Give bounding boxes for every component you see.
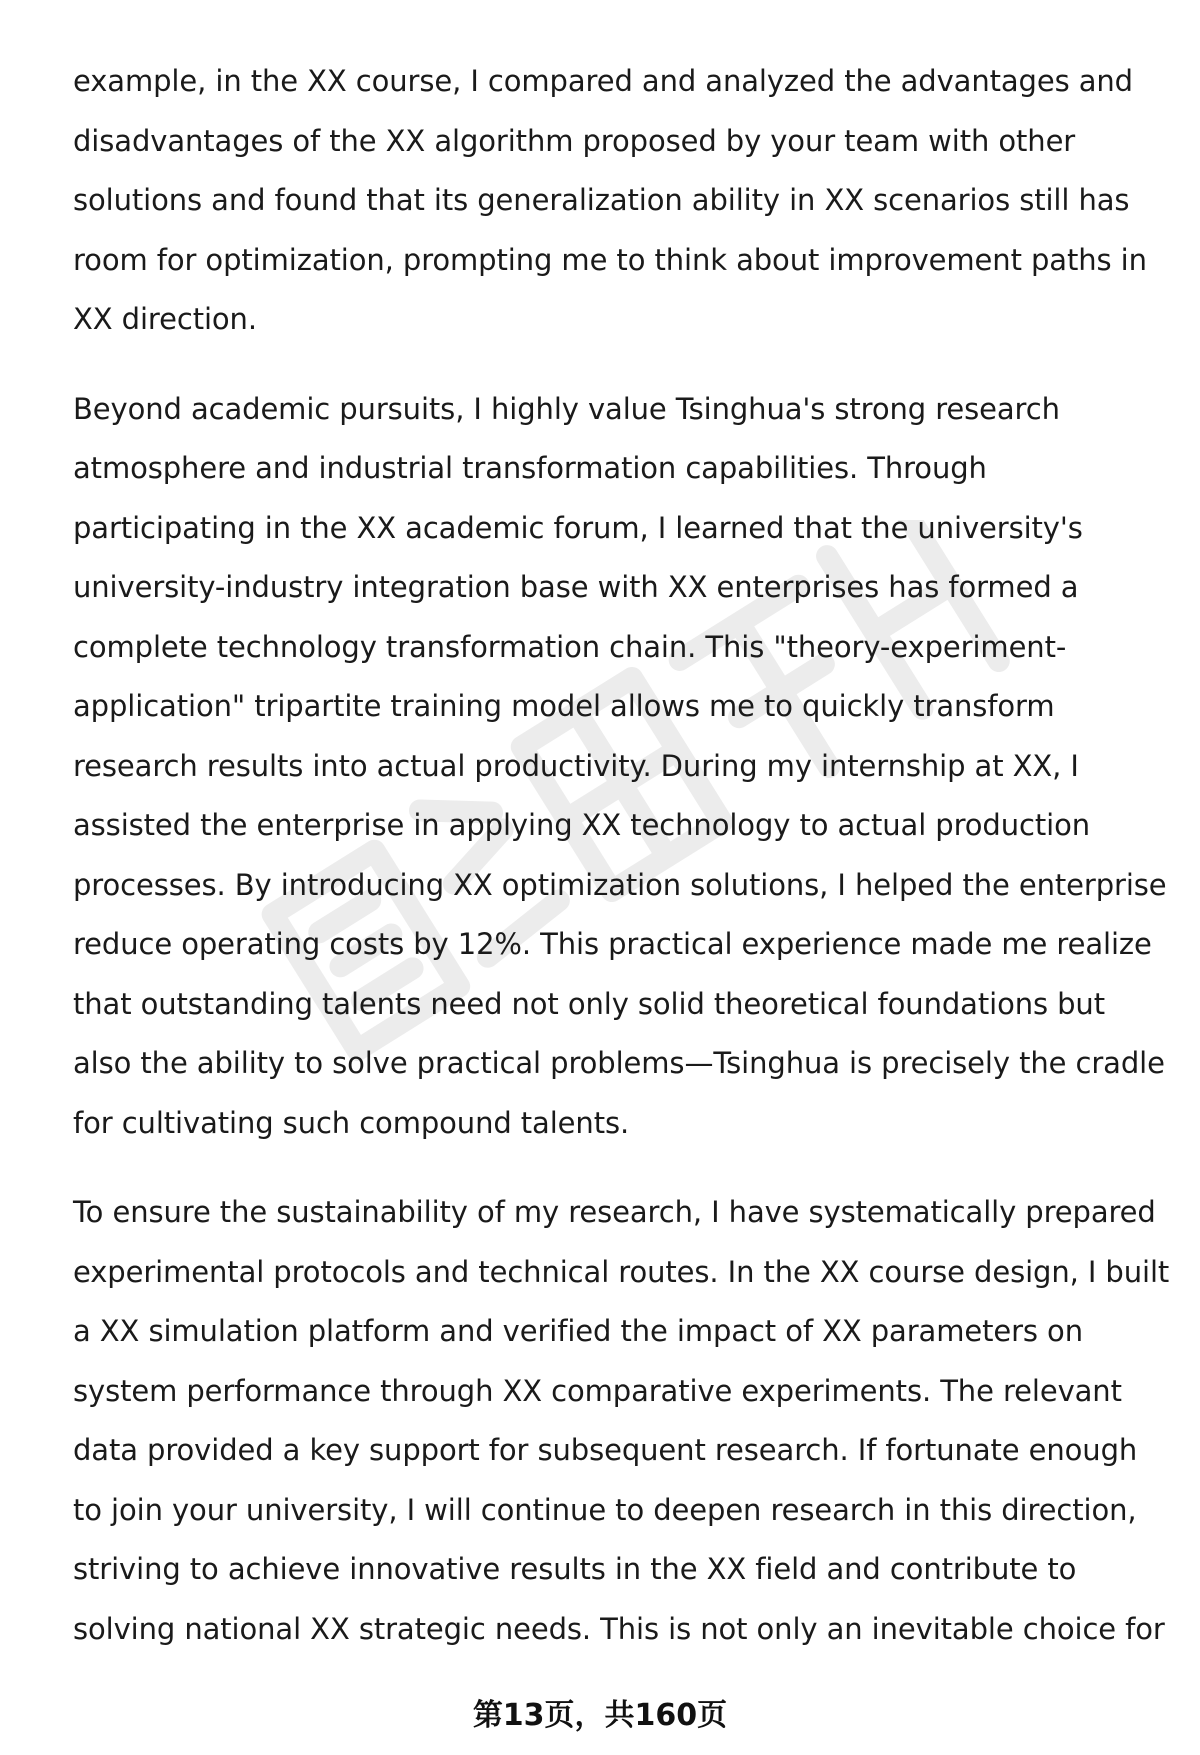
text-line: university-industry integration base with XX enterprises has formed a xyxy=(73,570,1079,604)
text-line: to join your university, I will continue to deepen research in this direction, xyxy=(73,1492,1137,1527)
text-line: To ensure the sustainability of my research, I have systematically prepared xyxy=(73,1195,1156,1229)
text-line: processes. By introducing XX optimization solutions, I helped the enterprise xyxy=(73,867,1167,902)
text-line: reduce operating costs by 12%. This practical experience made me realize xyxy=(73,927,1152,961)
text-line: application" tripartite training model allows me to quickly transform xyxy=(73,689,1055,723)
text-line: disadvantages of the XX algorithm proposed by your team with other xyxy=(73,123,1076,158)
text-line: system performance through XX comparative experiments. The relevant xyxy=(73,1373,1122,1408)
text-line: solutions and found that its generalization ability in XX scenarios still has xyxy=(73,183,1130,217)
text-line: for cultivating such compound talents. xyxy=(73,1105,630,1140)
text-line: XX direction. xyxy=(73,302,257,336)
text-line: data provided a key support for subsequent research. If fortunate enough xyxy=(73,1433,1138,1467)
text-line: that outstanding talents need not only solid theoretical foundations but xyxy=(73,986,1105,1021)
paragraph xyxy=(73,380,1167,1154)
text-line: striving to achieve innovative results in the XX field and contribute to xyxy=(73,1552,1077,1586)
paragraph xyxy=(73,1183,1170,1659)
text-line: participating in the XX academic forum, I learned that the university's xyxy=(73,510,1083,545)
text-line: example, in the XX course, I compared and analyzed the advantages and xyxy=(73,64,1133,98)
text-line: atmosphere and industrial transformation capabilities. Through xyxy=(73,451,987,485)
paragraph xyxy=(73,52,1153,350)
document-body xyxy=(73,52,1170,1689)
text-line: room for optimization, prompting me to think about improvement paths in xyxy=(73,242,1147,277)
text-line: Beyond academic pursuits, I highly value Tsinghua's strong research xyxy=(73,391,1060,426)
text-line: a XX simulation platform and verified the impact of XX parameters on xyxy=(73,1314,1083,1348)
text-line: assisted the enterprise in applying XX technology to actual production xyxy=(73,808,1091,842)
text-line: solving national XX strategic needs. This is not only an inevitable choice for xyxy=(73,1611,1165,1646)
text-line: also the ability to solve practical problems—Tsinghua is precisely the cradle xyxy=(73,1046,1165,1080)
text-line: experimental protocols and technical routes. In the XX course design, I built xyxy=(73,1254,1170,1289)
text-line: complete technology transformation chain. This "theory-experiment- xyxy=(73,629,1067,664)
text-line: research results into actual productivity. During my internship at XX, I xyxy=(73,748,1079,783)
page-indicator: 第13页，共160页 xyxy=(472,1698,728,1733)
